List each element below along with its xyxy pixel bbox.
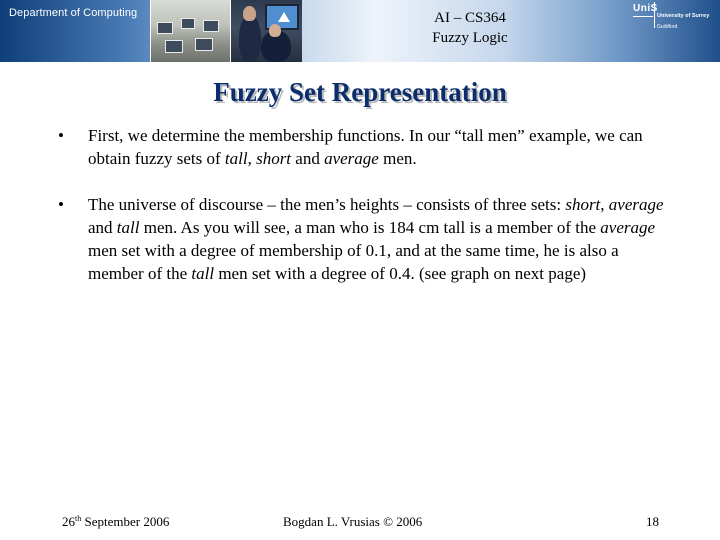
footer-date	[62, 514, 169, 530]
bullet-text: men set with a degree of membership of 0.1, and at the same time, he is also a member of the	[88, 241, 619, 283]
header-banner	[0, 0, 720, 62]
bullet-dot-icon: •	[58, 126, 64, 145]
emphasis-term: average	[324, 149, 379, 168]
screen-triangle-icon	[278, 12, 290, 22]
emphasis-term: tall	[191, 264, 215, 283]
bullet-text: men. As you will see, a man who is 184 cm tall is a member of the	[139, 218, 601, 237]
bullet-text: The universe of discourse – the men’s heights – consists of three sets:	[88, 195, 566, 214]
bullet-item	[58, 124, 673, 170]
student-head	[243, 6, 256, 21]
bullet-text: ,	[600, 195, 609, 214]
emphasis-term: tall	[224, 149, 248, 168]
bullet-list	[58, 124, 673, 285]
emphasis-term: average	[600, 218, 656, 237]
computer-lab-photo	[150, 0, 230, 62]
emphasis-term: short	[256, 149, 292, 168]
department-label: Department of Computing	[9, 7, 138, 19]
emphasis-term: short	[565, 195, 601, 214]
monitor-shape	[181, 18, 195, 29]
unis-logo-mark: UniS	[633, 3, 658, 14]
monitor-shape	[195, 38, 213, 51]
bullet-text: men.	[378, 149, 417, 168]
bullet-text: men set with a degree of 0.4. (see graph on next page)	[214, 264, 587, 283]
logo-rule	[633, 16, 653, 17]
date-suffix: th	[75, 514, 82, 523]
student-head	[269, 24, 281, 37]
monitor-shape	[203, 20, 219, 32]
footer-author: Bogdan L. Vrusias © 2006	[283, 514, 423, 529]
logo-divider	[654, 2, 655, 28]
slide-title: Fuzzy Set Representation	[213, 77, 507, 107]
monitor-shape	[165, 40, 183, 53]
bullet-item	[58, 193, 673, 285]
emphasis-term: average	[608, 195, 664, 214]
logo-university-name: University of Surrey	[657, 13, 710, 19]
course-topic: Fuzzy Logic	[432, 30, 508, 46]
university-logo	[633, 0, 715, 30]
logo-location: Guildford	[657, 24, 678, 30]
emphasis-term: tall	[116, 218, 140, 237]
date-month-year: September 2006	[81, 514, 170, 529]
bullet-text: and	[291, 149, 325, 168]
page-number: 18	[646, 514, 659, 529]
monitor-shape	[157, 22, 173, 34]
date-day: 26	[62, 514, 75, 529]
students-at-screen-photo	[230, 0, 302, 62]
bullet-text: First, we determine the membership functions. In our “tall men” example, we can obtain fuzzy sets of	[88, 126, 643, 168]
bullet-dot-icon: •	[58, 195, 64, 214]
course-heading	[395, 8, 545, 48]
bullet-text: ,	[247, 149, 257, 168]
course-code: AI – CS364	[434, 10, 506, 26]
bullet-text: and	[88, 218, 117, 237]
student-figure	[239, 14, 261, 62]
